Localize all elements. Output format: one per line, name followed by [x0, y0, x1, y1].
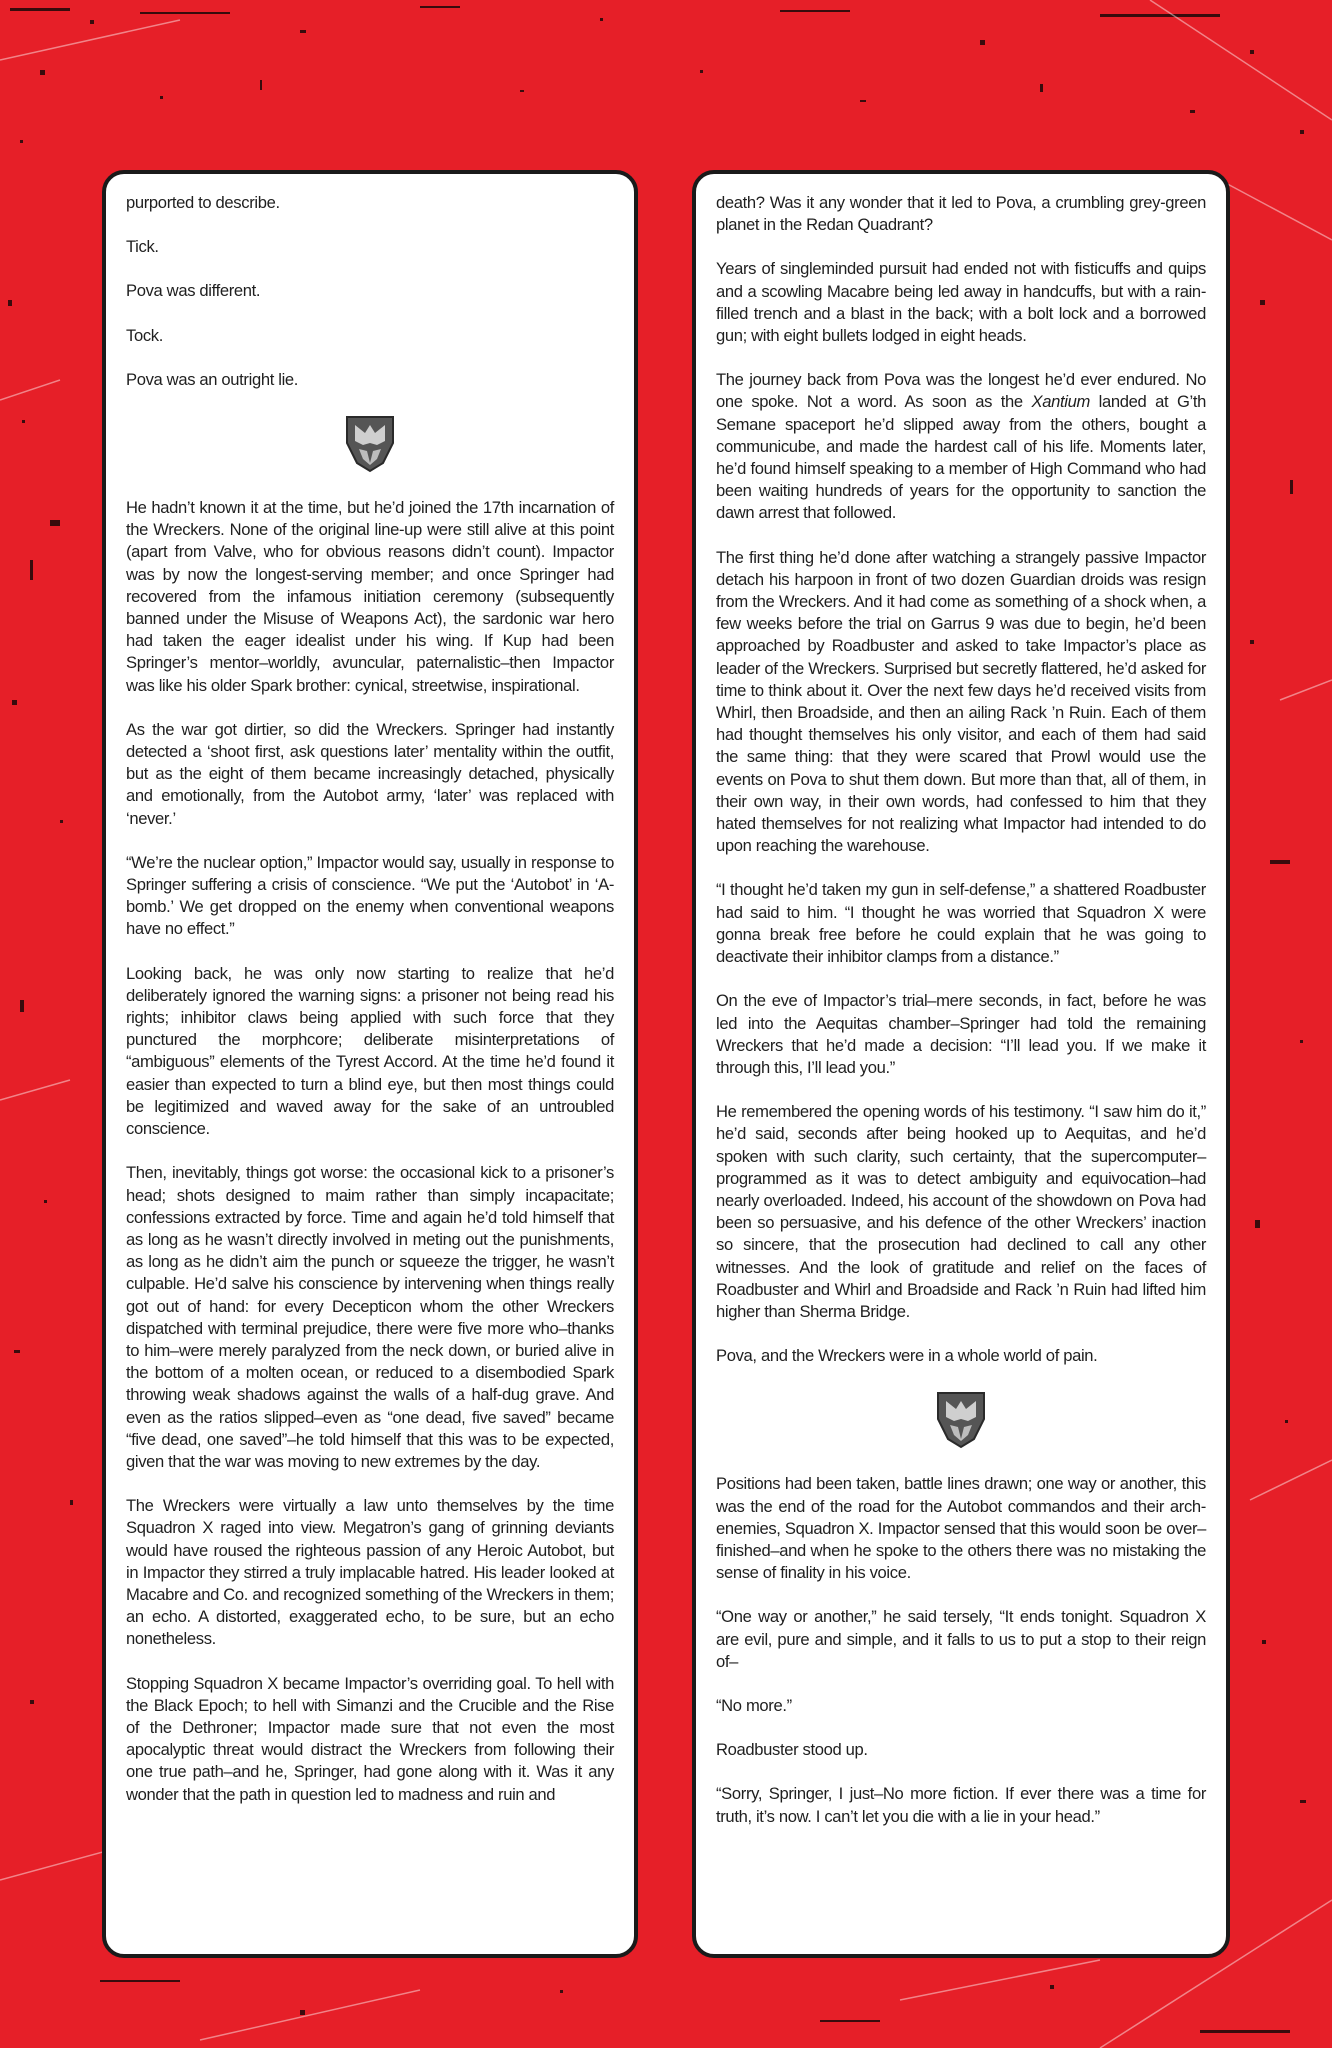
paragraph: Pova was different. [126, 281, 261, 301]
paragraph: “We’re the nuclear option,” Impactor would say, usually in response to Springer suffering a crisis of conscience. “We put the ‘Autobot’ in ‘A-bomb.’ We get dropped on the enemy when conventional weapons have no effect.” [126, 852, 614, 939]
paragraph: “One way or another,” he said tersely, “It ends tonight. Squadron X are evil, pure and simple, and it falls to us to put a stop to their reign of– [716, 1607, 1206, 1671]
left-text-panel [102, 170, 638, 1958]
right-text-panel [692, 170, 1230, 1958]
paragraph: purported to describe. [126, 193, 280, 212]
paragraph: Positions had been taken, battle lines drawn; one way or another, this was the end of the road for the Autobot commandos and their arch-enemies, Squadron X. Impactor sensed that this would soon be over–finished–and when he spoke to the others there was no mistaking the sense of finality in his voice. [716, 1474, 1206, 1583]
paragraph: Pova, and the Wreckers were in a whole world of pain. [716, 1346, 1098, 1366]
paragraph: Stopping Squadron X became Impactor’s overriding goal. To hell with the Black Epoch; to hell with Simanzi and the Crucible and the Rise of the Dethroner; Impactor made sure that not even the most apocalyptic threat would distract the Wreckers from following their one true path–and he, Springer, had gone along with it. Was it any wonder that the path in question led to madness and ruin and [126, 1673, 614, 1804]
paragraph: Tick. [126, 237, 159, 257]
paragraph: Then, inevitably, things got worse: the occasional kick to a prisoner’s head; shots designed to maim rather than simply incapacitate; confessions extracted by force. Time and again he’d told himself that as long as he wasn’t directly involved in meting out the punishments, as long as he didn’t aim the punch or squeeze the trigger, he wasn’t culpable. He’d salve his conscience by intervening when things really got out of hand: for every Decepticon whom the other Wreckers dispatched with terminal prejudice, there were five more who–thanks to him–were merely paralyzed from the neck down, or buried alive in the bottom of a molten ocean, or reduced to a disembodied Spark throwing weak shadows against the walls of a half-dug grave. And even as the ratios slipped–even as “one dead, five saved” became “five dead, one saved”–he told himself that this was to be expected, given that the war was moving to new extremes by the day. [126, 1163, 614, 1471]
paragraph: Tock. [126, 325, 163, 345]
autobot-logo-icon [934, 1389, 988, 1449]
paragraph: The Wreckers were virtually a law unto themselves by the time Squadron X raged into view. Megatron’s gang of grinning deviants would have roused the righteous passion of any Heroic Autobot, but in Impactor they stirred a truly implacable hatred. His leader looked at Macabre and Co. and recognized something of the Wreckers in them; an echo. A distorted, exaggerated echo, to be sure, but an echo nonetheless. [126, 1496, 614, 1649]
paragraph: “Sorry, Springer, I just–No more fiction. If ever there was a time for truth, it’s now. I can’t let you die with a lie in your head.” [716, 1784, 1206, 1826]
paragraph: He remembered the opening words of his testimony. “I saw him do it,” he’d said, seconds after being hooked up to Aequitas, and he’d spoken with such clarity, such certainty, that the supercomputer–programmed as it was to detect ambiguity and equivocation–had nearly overloaded. Indeed, his account of the showdown on Pova had been so persuasive, and his defence of the other Wreckers’ inaction so sincere, that the prosecution had declined to call any other witnesses. And the look of gratitude and relief on the faces of Roadbuster and Whirl and Broadside and Rack ’n Ruin had lifted him higher than Sherma Bridge. [716, 1102, 1206, 1321]
paragraph: The journey back from Pova was the longest he’d ever endured. No one spoke. Not a word. As soon as the Xantium landed at G’th Semane spaceport he’d slipped away from the others, bought a communicube, and made the hardest call of his life. Moments later, he’d found himself speaking to a member of High Command who had been waiting hundreds of years for the opportunity to sanction the dawn arrest that followed. [716, 370, 1206, 523]
paragraph: death? Was it any wonder that it led to Pova, a crumbling grey-green planet in the Redan Quadrant? [716, 193, 1206, 235]
paragraph: The first thing he’d done after watching a strangely passive Impactor detach his harpoon in front of two dozen Guardian droids was resign from the Wreckers. And it had come as something of a shock when, a few weeks before the trial on Garrus 9 was due to begin, he’d been approached by Roadbuster and asked to take Impactor’s place as leader of the Wreckers. Surprised but secretly flattered, he’d asked for time to think about it. Over the next few days he’d received visits from Whirl, then Broadside, and then an ailing Rack ’n Ruin. Each of them had thought themselves his only visitor, and each of them had said the same thing: that they were scared that Prowl would use the events on Pova to shut them down. But more than that, all of them, in their own way, in their own words, had confessed to him that they hated themselves for not realizing what Impactor had intended to do upon reaching the warehouse. [716, 547, 1206, 856]
paragraph: Looking back, he was only now starting to realize that he’d deliberately ignored the warning signs: a prisoner not being read his rights; inhibitor claws being applied with such force that they punctured the morphcore; deliberate misinterpretations of “ambiguous” elements of the Tyrest Accord. At the time he’d found it easier than expected to turn a blind eye, but then most things could be legitimized and waved away for the sake of an untroubled conscience. [126, 963, 614, 1139]
paragraph: Years of singleminded pursuit had ended not with fisticuffs and quips and a scowling Macabre being led away in handcuffs, but with a rain-filled trench and a blast in the back; with a bolt lock and a borrowed gun; with eight bullets lodged in eight heads. [716, 259, 1206, 346]
paragraph: As the war got dirtier, so did the Wreckers. Springer had instantly detected a ‘shoot first, ask questions later’ mentality within the outfit, but as the eight of them became increasingly detached, physically and emotionally, from the Autobot army, ‘later’ was replaced with ‘never.’ [126, 719, 614, 828]
paragraph: “No more.” [716, 1695, 792, 1715]
paragraph: “I thought he’d taken my gun in self-defense,” a shattered Roadbuster had said to him. “I thought he was worried that Squadron X were gonna break free before he could explain that he was going to deactivate their inhibitor clamps from a distance.” [716, 880, 1206, 967]
paragraph: He hadn’t known it at the time, but he’d joined the 17th incarnation of the Wreckers. None of the original line-up were still alive at this point (apart from Valve, who for obvious reasons didn’t count). Impactor was by now the longest-serving member; and once Springer had recovered from the infamous initiation ceremony (subsequently banned under the Misuse of Weapons Act), the sardonic war hero had taken the eager idealist under his wing. If Kup had been Springer’s mentor–worldly, avuncular, paternalistic–then Impactor was like his older Spark brother: cynical, streetwise, inspirational. [126, 498, 614, 695]
paragraph: Roadbuster stood up. [716, 1740, 868, 1760]
paragraph: Pova was an outright lie. [126, 369, 299, 389]
autobot-logo-icon [343, 413, 397, 473]
paragraph: On the eve of Impactor’s trial–mere seconds, in fact, before he was led into the Aequitas chamber–Springer had told the remaining Wreckers that he’d made a decision: “I’ll lead you. If we make it through this, I’ll lead you.” [716, 991, 1206, 1077]
